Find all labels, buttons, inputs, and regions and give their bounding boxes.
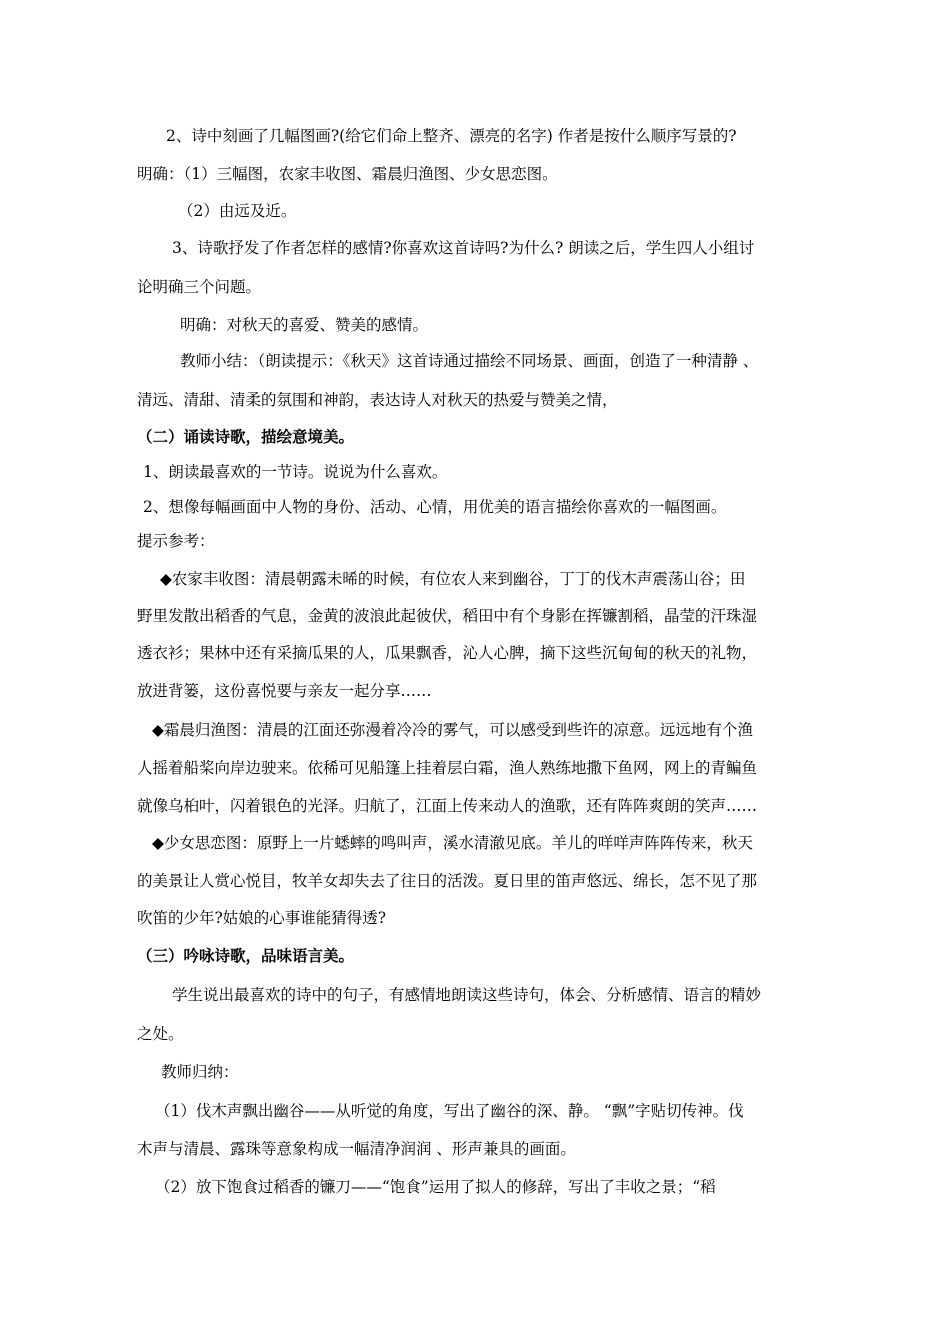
task-2: 2、想像每幅画面中人物的身份、活动、心情，用优美的语言描绘你喜欢的一幅图画。 [143, 498, 727, 516]
task-1: 1、朗读最喜欢的一节诗。说说为什么喜欢。 [143, 463, 448, 481]
teacher-conclusion-label: 教师归纳： [161, 1063, 239, 1081]
hint-label: 提示参考： [137, 532, 215, 550]
teacher-summary-cont: 清远、清甜、清柔的氛围和神韵，表达诗人对秋天的热爱与赞美之情， [137, 391, 618, 409]
fishing-scene: ◆霜晨归渔图：清晨的江面还弥漫着冷冷的雾气，可以感受到些许的凉意。远远地有个渔 [152, 721, 753, 739]
fishing-scene-3: 就像乌桕叶，闪着银色的光泽。归航了，江面上传来动人的渔歌，还有阵阵爽朗的笑声…… [137, 797, 758, 815]
teacher-summary: 教师小结：（朗读提示：《秋天》这首诗通过描绘不同场景、画面，创造了一种清静 、 [180, 352, 759, 370]
fishing-scene-2: 人摇着船桨向岸边驶来。依稀可见船篷上挂着层白霜，渔人熟练地撒下鱼网，网上的青鳊鱼 [137, 759, 758, 777]
harvest-scene-3: 透衣衫；果林中还有采摘瓜果的人，瓜果飘香，沁人心脾，摘下这些沉甸甸的秋天的礼物， [137, 644, 758, 662]
conclusion-2: （2）放下饱食过稻香的镰刀——“饱食”运用了拟人的修辞，写出了丰收之景；“稻 [155, 1178, 716, 1196]
chant-task-cont: 之处。 [137, 1025, 184, 1043]
conclusion-1-cont: 木声与清晨、露珠等意象构成一幅清净润润 、形声兼具的画面。 [137, 1140, 576, 1158]
longing-scene: ◆少女思恋图：原野上一片蟋蟀的鸣叫声，溪水清澈见底。羊儿的咩咩声阵阵传来，秋天 [152, 834, 753, 852]
question-2: 2、诗中刻画了几幅图画?(给它们命上整齐、漂亮的名字) 作者是按什么顺序写景的? [166, 127, 737, 145]
harvest-scene-4: 放进背篓，这份喜悦要与亲友一起分享…… [137, 682, 432, 700]
question-3-cont: 论明确三个问题。 [137, 278, 262, 296]
section-heading-2: （二）诵读诗歌，描绘意境美。 [137, 427, 355, 446]
answer-3: 明确：对秋天的喜爱、赞美的感情。 [180, 316, 429, 334]
chant-task: 学生说出最喜欢的诗中的句子，有感情地朗读这些诗句，体会、分析感情、语言的精妙 [172, 986, 762, 1004]
longing-scene-3: 吹笛的少年?姑娘的心事谁能猜得透? [137, 909, 387, 927]
answer-2-1: 明确：（1）三幅图，农家丰收图、霜晨归渔图、少女思恋图。 [137, 165, 558, 183]
harvest-scene-2: 野里发散出稻香的气息，金黄的波浪此起彼伏，稻田中有个身影在挥镰割稻，晶莹的汗珠湿 [137, 607, 758, 625]
section-heading-3: （三）吟咏诗歌，品味语言美。 [137, 946, 355, 965]
conclusion-1: （1）伐木声飘出幽谷——从听觉的角度，写出了幽谷的深、静。 “飘”字贴切传神。伐 [155, 1102, 744, 1120]
harvest-scene: ◆农家丰收图：清晨朝露未晞的时候，有位农人来到幽谷，丁丁的伐木声震荡山谷；田 [160, 570, 746, 588]
longing-scene-2: 的美景让人赏心悦目，牧羊女却失去了往日的活泼。夏日里的笛声悠远、绵长，怎不见了那 [137, 872, 758, 890]
question-3: 3、诗歌抒发了作者怎样的感情?你喜欢这首诗吗?为什么? 朗读之后，学生四人小组讨 [172, 239, 755, 257]
answer-2-2: （2）由远及近。 [178, 202, 297, 220]
